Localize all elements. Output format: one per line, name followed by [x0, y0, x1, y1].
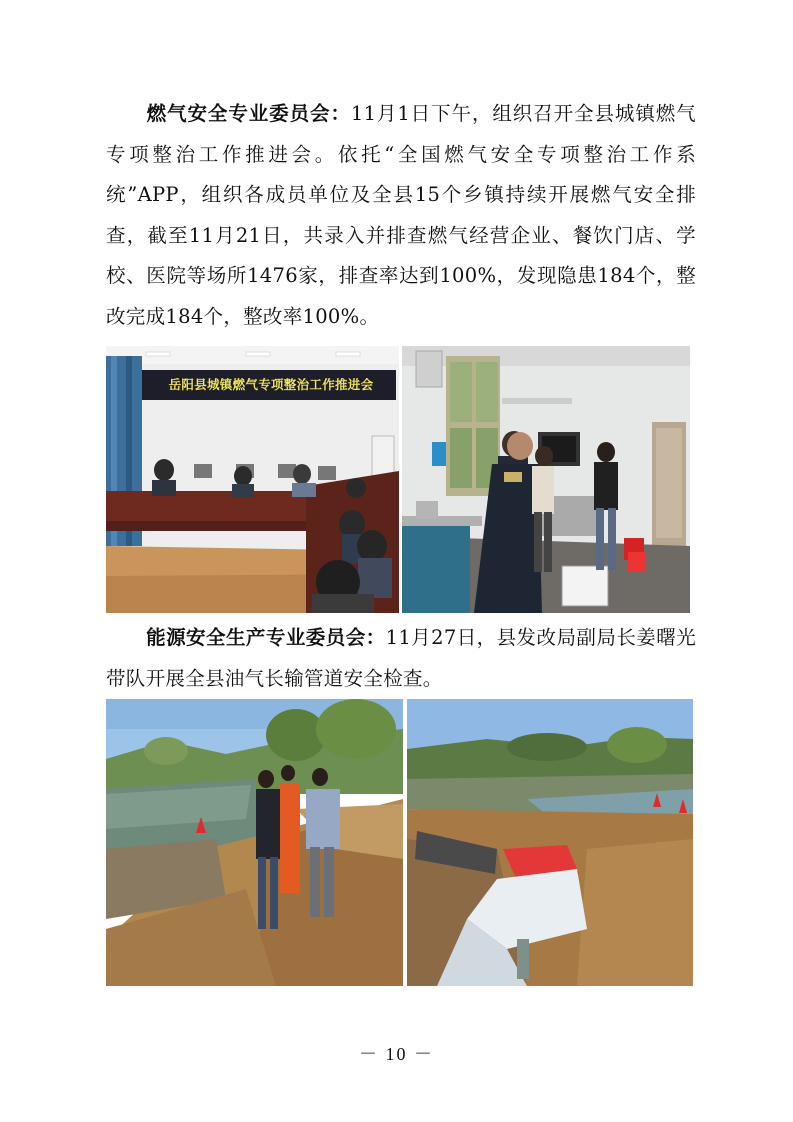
kitchen-inspection-photo: [402, 346, 690, 613]
pipeline-inspection-photo-1: [106, 699, 403, 986]
section-heading-gas: 燃气安全专业委员会：: [146, 102, 351, 125]
meeting-photo: [106, 346, 399, 613]
section-body-energy: 11月27日，县发改局副局长姜曙光带队开展全县油气长输管道安全检查。: [106, 626, 696, 690]
meeting-banner-text: 岳阳县城镇燃气专项整治工作推进会: [168, 377, 374, 392]
paragraph-gas-safety: [106, 94, 696, 337]
page-number: － 10 －: [359, 1044, 434, 1064]
section-heading-energy: 能源安全生产专业委员会：: [146, 626, 386, 649]
pipeline-inspection-photo-2: [407, 699, 693, 986]
section-body-gas: 11月1日下午，组织召开全县城镇燃气专项整治工作推进会。依托“全国燃气安全专项整治工作系统”APP，组织各成员单位及全县15个乡镇持续开展燃气安全排查，截至11月21日，共录入并排查燃气经营企业、餐饮门店、学校、医院等场所1476家，排查率达到100%，发现隐患184个，整改完成184个，整改率100%。: [106, 102, 696, 328]
paragraph-energy-safety: [106, 618, 696, 699]
